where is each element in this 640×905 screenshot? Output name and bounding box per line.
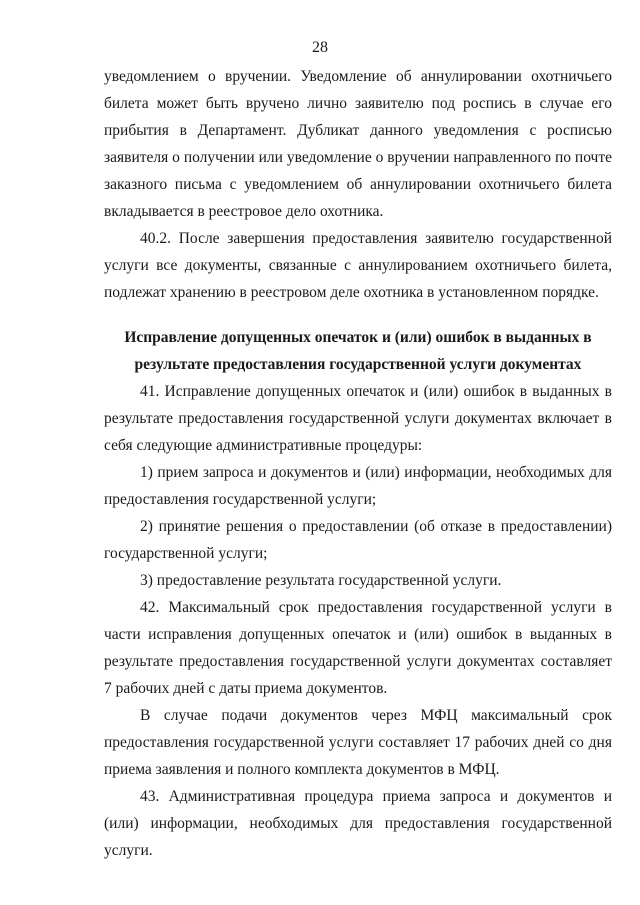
list-item-2: 2) принятие решения о предоставлении (об отказе в предоставлении) государственной услуги; <box>104 518 612 562</box>
paragraph-40-2: 40.2. После завершения предоставления заявителю государственной услуги все документы, связанные с аннулированием охотничьего билета, подлежат хранению в реестровом деле охотника в установленном порядке. <box>104 230 612 301</box>
paragraph-41: 41. Исправление допущенных опечаток и (или) ошибок в выданных в результате предоставления государственной услуги документах включает в себя следующие административные процедуры: <box>104 383 612 454</box>
paragraph-notification-delivery: уведомлением о вручении. Уведомление об аннулировании охотничьего билета может быть вручено лично заявителю под роспись в случае его прибытия в Департамент. Дубликат данного уведомления с росписью заявителя о получении или уведомление о вручении направленного по почте заказного письма с уведомлением об аннулировании охотничьего билета вкладывается в реестровое дело охотника. <box>104 68 612 220</box>
list-item-1: 1) прием запроса и документов и (или) информации, необходимых для предоставления государственной услуги; <box>104 464 612 508</box>
paragraph-mfc-term: В случае подачи документов через МФЦ максимальный срок предоставления государственной услуги составляет 17 рабочих дней со дня приема заявления и полного комплекта документов в МФЦ. <box>104 707 612 778</box>
page-number: 28 <box>312 39 328 56</box>
section-heading: Исправление допущенных опечаток и (или) ошибок в выданных в результате предоставления государственной услуги документах <box>124 329 592 373</box>
list-item-3: 3) предоставление результата государственной услуги. <box>140 572 502 589</box>
paragraph-43: 43. Административная процедура приема запроса и документов и (или) информации, необходимых для предоставления государственной услуги. <box>104 788 612 859</box>
section-gap <box>104 306 612 324</box>
paragraph-42: 42. Максимальный срок предоставления государственной услуги в части исправления допущенных опечаток и (или) ошибок в выданных в результате предоставления государственной услуги документах составляет 7 рабочих дней с даты приема документов. <box>104 599 612 697</box>
document-body <box>104 63 612 864</box>
